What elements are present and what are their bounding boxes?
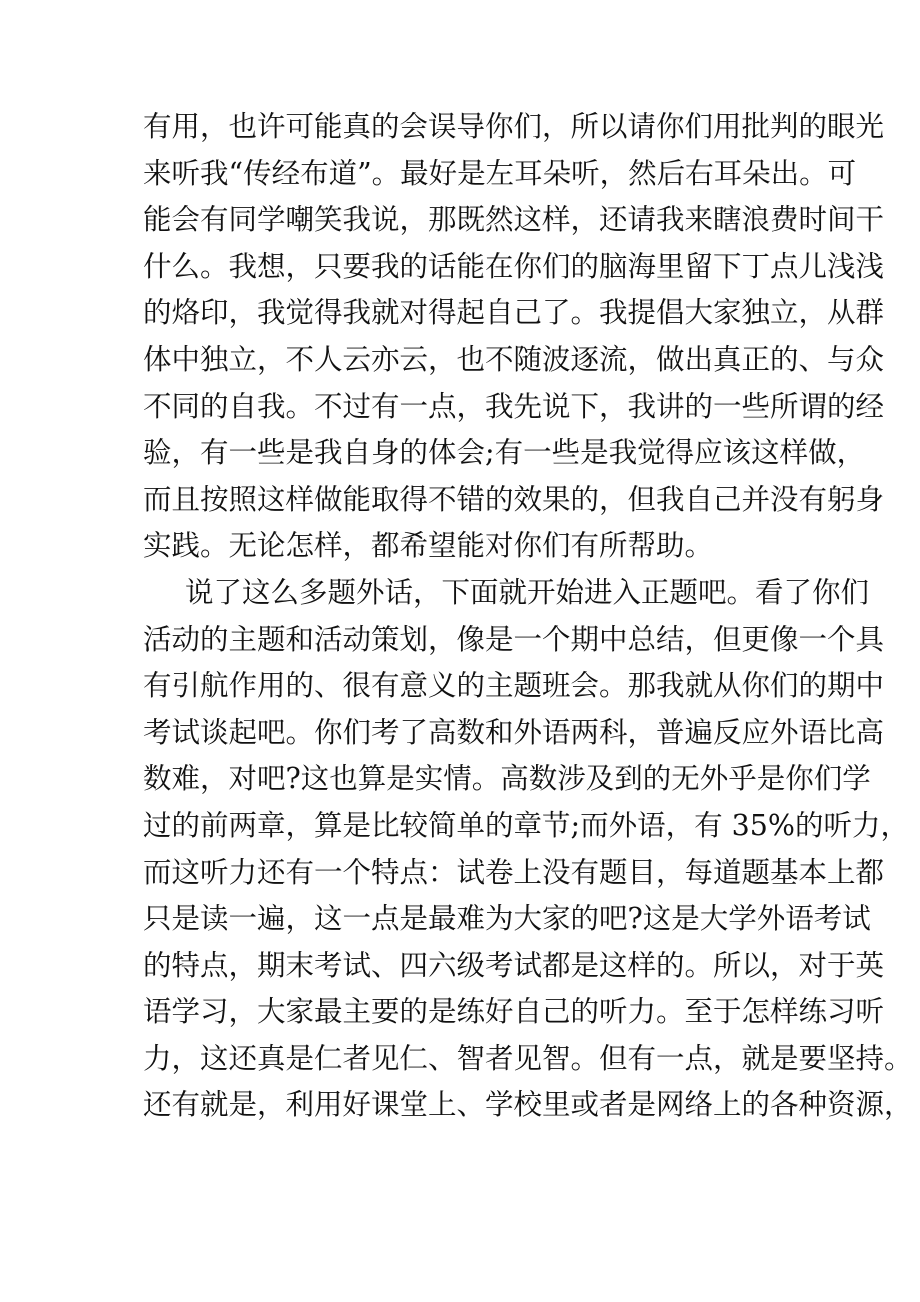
text-line: 而且按照这样做能取得不错的效果的，但我自己并没有躬身: [143, 482, 885, 516]
paragraph-first-line: 说了这么多题外话，下面就开始进入正题吧。看了你们: [185, 575, 870, 609]
text-line: 考试谈起吧。你们考了高数和外语两科，普遍反应外语比高: [143, 715, 885, 749]
text-line: 验，有一些是我自身的体会;有一些是我觉得应该这样做，: [143, 436, 866, 470]
text-line: 来听我“传经布道”。最好是左耳朵听，然后右耳朵出。可: [143, 156, 857, 190]
text-line: 的特点，期末考试、四六级考试都是这样的。所以，对于英: [143, 948, 885, 982]
text-line: 能会有同学嘲笑我说，那既然这样，还请我来瞎浪费时间干: [143, 203, 885, 237]
text-line: 体中独立，不人云亦云，也不随波逐流，做出真正的、与众: [143, 342, 885, 376]
text-line: 只是读一遍，这一点是最难为大家的吧?这是大学外语考试: [143, 902, 871, 936]
text-line: 数难，对吧?这也算是实情。高数涉及到的无外乎是你们学: [143, 762, 871, 796]
text-line: 的烙印，我觉得我就对得起自己了。我提倡大家独立，从群: [143, 296, 885, 330]
text-line: 不同的自我。不过有一点，我先说下，我讲的一些所谓的经: [143, 389, 885, 423]
text-line: 活动的主题和活动策划，像是一个期中总结，但更像一个具: [143, 622, 885, 656]
text-line: 而这听力还有一个特点：试卷上没有题目，每道题基本上都: [143, 855, 885, 889]
body-text: [143, 104, 913, 1129]
text-line: 有用，也许可能真的会误导你们，所以请你们用批判的眼光: [143, 110, 885, 143]
text-line: 语学习，大家最主要的是练好自己的听力。至于怎样练习听: [143, 995, 885, 1029]
text-line: 有引航作用的、很有意义的主题班会。那我就从你们的期中: [143, 669, 885, 703]
text-line: 什么。我想，只要我的话能在你们的脑海里留下丁点儿浅浅: [143, 249, 885, 283]
text-line: 过的前两章，算是比较简单的章节;而外语，有 35%的听力，: [143, 808, 910, 842]
text-line: 还有就是，利用好课堂上、学校里或者是网络上的各种资源，: [143, 1088, 913, 1122]
text-line: 力，这还真是仁者见仁、智者见智。但有一点，就是要坚持。: [143, 1041, 913, 1075]
text-line: 实践。无论怎样，都希望能对你们有所帮助。: [143, 529, 714, 563]
